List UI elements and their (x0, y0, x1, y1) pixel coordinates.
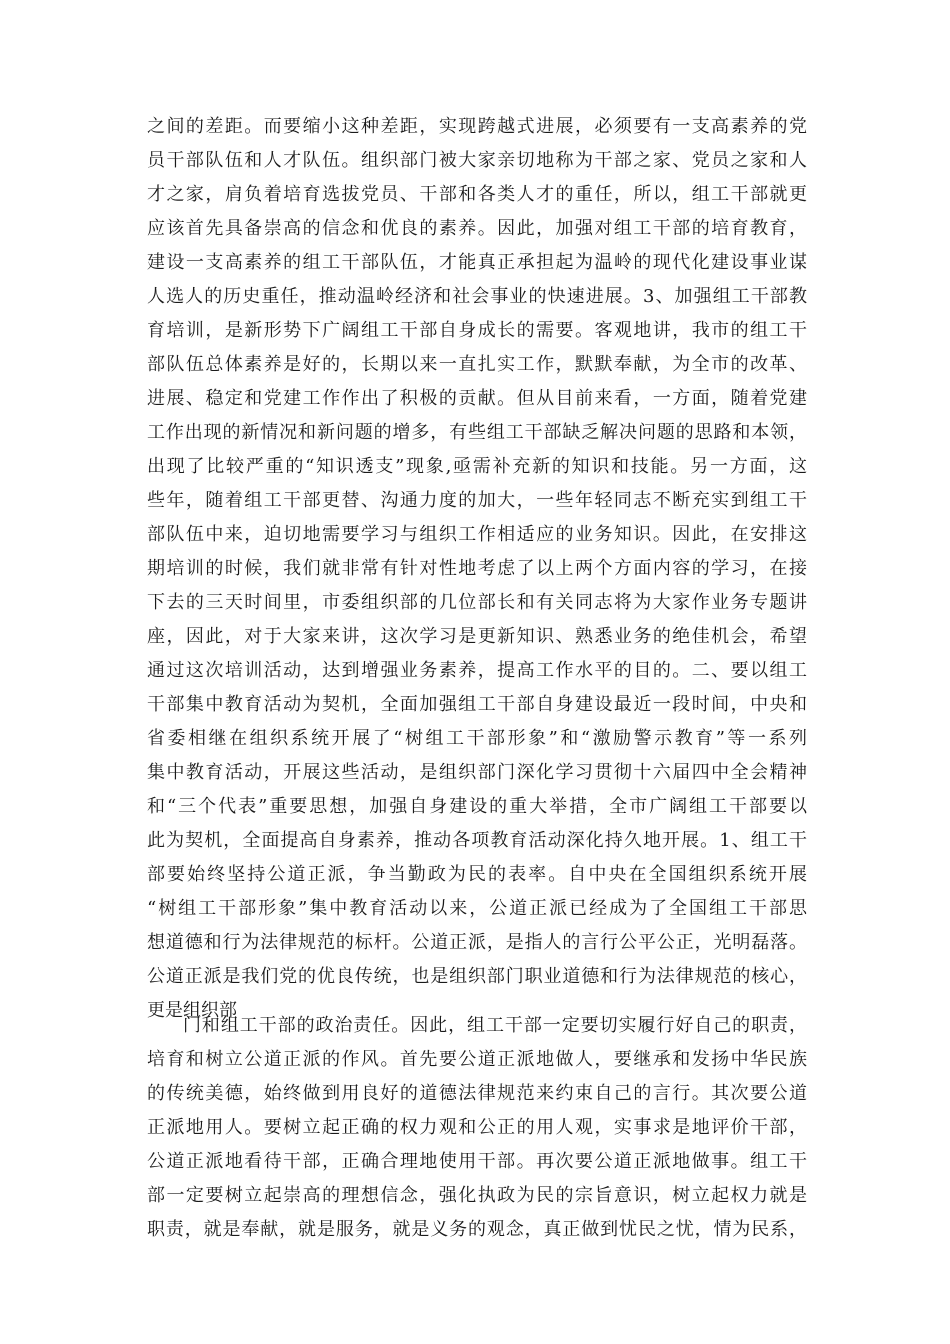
text-line: 座，因此，对于大家来讲，这次学习是更新知识、熟悉业务的绝佳机会，希望 (147, 626, 807, 647)
text-line: 职责，就是奉献，就是服务，就是义务的观念，真正做到忧民之忧，情为民系， (147, 1219, 807, 1240)
text-line: 此为契机，全面提高自身素养，推动各项教育活动深化持久地开展。1、组工干 (147, 830, 807, 851)
text-line: 人选人的历史重任，推动温岭经济和社会事业的快速进展。3、加强组工干部教 (147, 286, 807, 307)
text-line: 些年，随着组工干部更替、沟通力度的加大，一些年轻同志不断充实到组工干 (147, 490, 807, 511)
body-paragraph-1 (147, 110, 807, 1028)
text-line: 更是组织部 (147, 1000, 237, 1021)
text-line: 部队伍中来，迫切地需要学习与组织工作相适应的业务知识。因此，在安排这 (147, 524, 807, 545)
text-line: 省委相继在组织系统开展了“树组工干部形象”和“激励警示教育”等一系列 (147, 728, 807, 749)
text-line: 部队伍总体素养是好的，长期以来一直扎实工作，默默奉献，为全市的改革、 (147, 354, 807, 375)
text-line: 工作出现的新情况和新问题的增多，有些组工干部缺乏解决问题的思路和本领， (147, 422, 807, 443)
text-line: 集中教育活动，开展这些活动，是组织部门深化学习贯彻十六届四中全会精神 (147, 762, 807, 783)
text-line: 进展、稳定和党建工作作出了积极的贡献。但从目前来看，一方面，随着党建 (147, 388, 807, 409)
text-line: 和“三个代表”重要思想，加强自身建设的重大举措，全市广阔组工干部要以 (147, 796, 807, 817)
text-line: 建设一支高素养的组工干部队伍，才能真正承担起为温岭的现代化建设事业谋 (147, 252, 807, 273)
text-line: 部一定要树立起崇高的理想信念，强化执政为民的宗旨意识，树立起权力就是 (147, 1185, 807, 1206)
text-line: 通过这次培训活动，达到增强业务素养，提高工作水平的目的。二、要以组工 (147, 660, 807, 681)
text-line: 的传统美德，始终做到用良好的道德法律规范来约束自己的言行。其次要公道 (147, 1083, 807, 1104)
text-line: 公道正派是我们党的优良传统，也是组织部门职业道德和行为法律规范的核心， (147, 966, 807, 987)
text-line: 部要始终坚持公道正派，争当勤政为民的表率。自中央在全国组织系统开展 (147, 864, 807, 885)
text-line: 下去的三天时间里，市委组织部的几位部长和有关同志将为大家作业务专题讲 (147, 592, 807, 613)
text-line: 想道德和行为法律规范的标杆。公道正派，是指人的言行公平公正，光明磊落。 (147, 932, 807, 953)
text-line: 正派地用人。要树立起正确的权力观和公正的用人观，实事求是地评价干部， (147, 1117, 807, 1138)
text-line: “树组工干部形象”集中教育活动以来，公道正派已经成为了全国组工干部思 (147, 898, 807, 919)
text-line: 应该首先具备崇高的信念和优良的素养。因此，加强对组工干部的培育教育， (147, 218, 807, 239)
text-line: 员干部队伍和人才队伍。组织部门被大家亲切地称为干部之家、党员之家和人 (147, 150, 807, 171)
text-line: 育培训，是新形势下广阔组工干部自身成长的需要。客观地讲，我市的组工干 (147, 320, 807, 341)
text-line: 公道正派地看待干部，正确合理地使用干部。再次要公道正派地做事。组工干 (147, 1151, 807, 1172)
text-line: 期培训的时候，我们就非常有针对性地考虑了以上两个方面内容的学习，在接 (147, 558, 807, 579)
text-line: 才之家，肩负着培育选拔党员、干部和各类人才的重任，所以，组工干部就更 (147, 184, 807, 205)
body-paragraph-2 (147, 1009, 807, 1247)
text-line: 之间的差距。而要缩小这种差距，实现跨越式进展，必须要有一支高素养的党 (147, 116, 807, 137)
text-line: 门和组工干部的政治责任。因此，组工干部一定要切实履行好自己的职责， (183, 1015, 807, 1036)
text-line: 培育和树立公道正派的作风。首先要公道正派地做人，要继承和发扬中华民族 (147, 1049, 807, 1070)
text-line: 干部集中教育活动为契机，全面加强组工干部自身建设最近一段时间，中央和 (147, 694, 807, 715)
text-line: 出现了比较严重的“知识透支”现象,亟需补充新的知识和技能。另一方面，这 (147, 456, 807, 477)
